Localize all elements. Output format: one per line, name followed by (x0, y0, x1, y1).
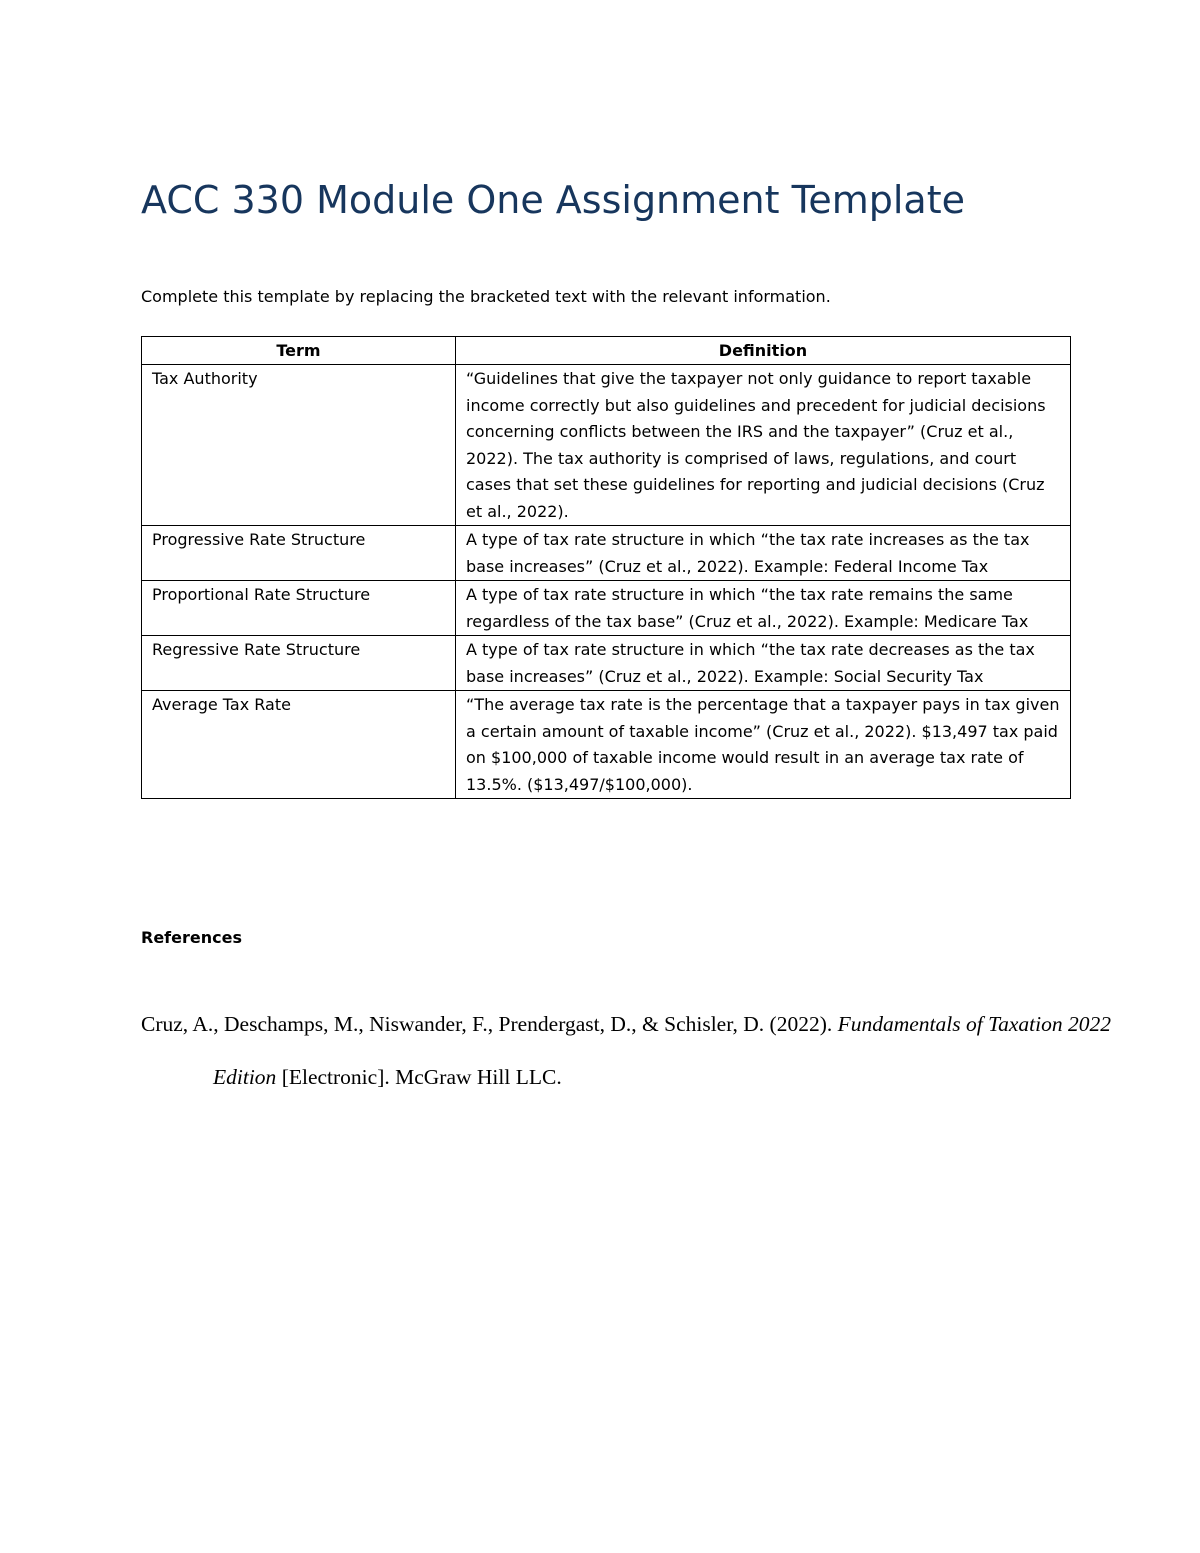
reference-entry (141, 998, 1133, 1104)
table-row (142, 581, 1071, 636)
table-header-row (142, 337, 1071, 365)
term-cell: Tax Authority (142, 365, 456, 526)
term-cell: Proportional Rate Structure (142, 581, 456, 636)
term-cell: Regressive Rate Structure (142, 636, 456, 691)
definition-cell: A type of tax rate structure in which “the tax rate increases as the tax base increases” (Cruz et al., 2022). Example: Federal Income Tax (456, 526, 1071, 581)
table-row (142, 636, 1071, 691)
table-row (142, 365, 1071, 526)
column-header-definition: Definition (456, 337, 1071, 365)
term-cell: Average Tax Rate (142, 691, 456, 799)
instructions-text: Complete this template by replacing the bracketed text with the relevant information. (141, 287, 831, 306)
column-header-term: Term (142, 337, 456, 365)
reference-authors: Cruz, A., Deschamps, M., Niswander, F., Prendergast, D., & Schisler, D. (2022). (141, 1012, 838, 1036)
definition-cell: “The average tax rate is the percentage that a taxpayer pays in tax given a certain amount of taxable income” (Cruz et al., 2022). $13,497 tax paid on $100,000 of taxable income would result in an average tax rate of 13.5%. ($13,497/$100,000). (456, 691, 1071, 799)
reference-publisher: [Electronic]. McGraw Hill LLC. (276, 1065, 562, 1089)
table-row (142, 526, 1071, 581)
reference-book-title: Fundamentals of Taxation 2022 Edition (213, 1012, 1111, 1089)
definition-cell: A type of tax rate structure in which “the tax rate decreases as the tax base increases” (Cruz et al., 2022). Example: Social Security Tax (456, 636, 1071, 691)
references-heading: References (141, 928, 242, 947)
definition-cell: “Guidelines that give the taxpayer not only guidance to report taxable income correctly but also guidelines and precedent for judicial decisions concerning conflicts between the IRS and the taxpayer” (Cruz et al., 2022). The tax authority is comprised of laws, regulations, and court cases that set these guidelines for reporting and judicial decisions (Cruz et al., 2022). (456, 365, 1071, 526)
table-row (142, 691, 1071, 799)
page-title: ACC 330 Module One Assignment Template (141, 178, 965, 222)
terms-table (141, 336, 1071, 799)
term-cell: Progressive Rate Structure (142, 526, 456, 581)
definition-cell: A type of tax rate structure in which “the tax rate remains the same regardless of the tax base” (Cruz et al., 2022). Example: Medicare Tax (456, 581, 1071, 636)
